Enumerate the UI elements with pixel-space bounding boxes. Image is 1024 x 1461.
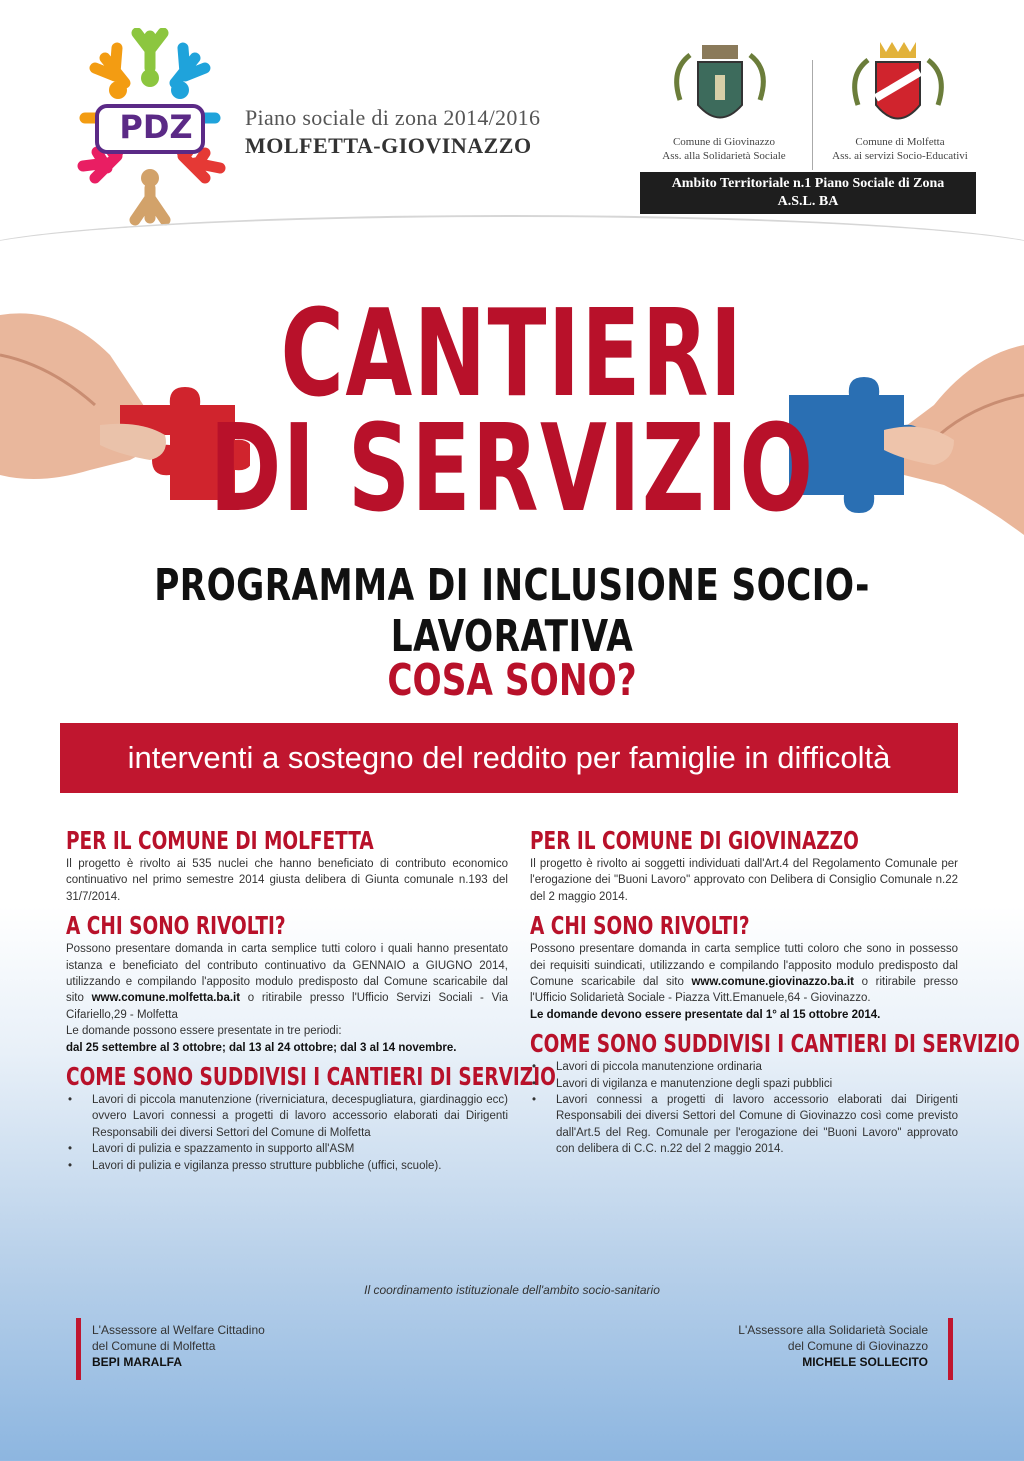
molfetta-column [66, 826, 556, 1174]
list-item: • Lavori connessi a progetti di lavoro accessorio elaborati dai Dirigenti Responsabili dei diversi Settori del Comune di Giovinazzo così come previsto dall'Art.5 del Reg. Comunale per l'erogazione dei "Buoni Lavoro" approvato con delibera di C.C. n.22 del 2 maggio 2014. [530, 1092, 958, 1158]
list-item: • Lavori di pulizia e vigilanza presso strutture pubbliche (uffici, scuole). [66, 1158, 508, 1174]
list-item: • Lavori di vigilanza e manutenzione degli spazi pubblici [530, 1076, 958, 1092]
giovinazzo-column [530, 826, 1020, 1158]
molfetta-assessor-name: BEPI MARALFA [92, 1355, 182, 1369]
giovinazzo-caption: Comune di Giovinazzo Ass. alla Solidarietà Sociale [662, 136, 786, 162]
question-heading: COSA SONO? [387, 655, 637, 706]
molfetta-signature: L'Assessore al Welfare Cittadino del Comune di Molfetta BEPI MARALFA [92, 1323, 265, 1369]
coordination-note: Il coordinamento istituzionale dell'ambito socio-sanitario [364, 1283, 660, 1297]
giovinazzo-dates: Le domande devono essere presentate dal 1° al 15 ottobre 2014. [530, 1008, 881, 1021]
molfetta-work-list [66, 1092, 508, 1174]
giovinazzo-crest-icon [660, 40, 780, 150]
left-accent-bar [76, 1318, 81, 1380]
plan-line: Piano sociale di zona 2014/2016 [245, 105, 541, 130]
list-item: • Lavori di pulizia e spazzamento in supporto all'ASM [66, 1141, 508, 1157]
main-title-line2: DI SERVIZIO [209, 400, 815, 539]
molfetta-who-text: Possono presentare domanda in carta semplice tutti coloro i quali hanno presentato istanza e beneficiato del contributo continuativo da GENNAIO a GIUGNO 2014, utilizzando e compilando l'apposito modulo predisposto dal Comune scaricabile dal sito www.comune.molfetta.ba.it o ritirabile presso l'Ufficio Servizi Sociali - Via Cifariello,29 - Molfetta Le domande possono essere presentate in tre periodi: dal 25 settembre al 3 ottobre; dal 13 al 24 ottobre; dal 3 al 14 novembre. [66, 943, 508, 1054]
giovinazzo-intro: Il progetto è rivolto ai soggetti individuati dall'Art.4 del Regolamento Comunale per l'erogazione dei "Buoni Lavoro" approvato con Delibera di Consiglio Comunale n.22 del 2 maggio 2014. [530, 858, 958, 903]
main-title-line1: CANTIERI [280, 285, 744, 424]
giovinazzo-website-link[interactable]: www.comune.giovinazzo.ba.it [691, 976, 854, 989]
molfetta-intro: Il progetto è rivolto ai 535 nuclei che hanno beneficiato di contributo economico continuativo nel primo semestre 2014 giusta delibera di Giunta comunale n.193 del 31/7/2014. [66, 858, 508, 903]
crest-divider [812, 60, 813, 170]
molfetta-division-heading: COME SONO SUDDIVISI I CANTIERI DI SERVIZIO [66, 1062, 556, 1092]
definition-banner: interventi a sostegno del reddito per famiglie in difficoltà [60, 723, 958, 793]
giovinazzo-heading: PER IL COMUNE DI GIOVINAZZO [530, 826, 859, 855]
program-subtitle: PROGRAMMA DI INCLUSIONE SOCIO-LAVORATIVA [154, 560, 870, 662]
plan-title-block [245, 105, 540, 159]
molfetta-dates: dal 25 settembre al 3 ottobre; dal 13 al 24 ottobre; dal 3 al 14 novembre. [66, 1041, 457, 1054]
right-accent-bar [948, 1318, 953, 1380]
list-item: • Lavori di piccola manutenzione ordinaria [530, 1059, 958, 1075]
giovinazzo-who-heading: A CHI SONO RIVOLTI? [530, 911, 750, 941]
giovinazzo-work-list [530, 1059, 958, 1157]
header-curve-divider [0, 215, 1024, 295]
giovinazzo-signature: L'Assessore alla Solidarietà Sociale del Comune di Giovinazzo MICHELE SOLLECITO [738, 1323, 928, 1369]
giovinazzo-who-text: Possono presentare domanda in carta semplice tutti coloro che sono in possesso dei requisiti suindicati, utilizzando e compilando l'apposito modulo predisposto dal Comune scaricabile dal sito www.comune.giovinazzo.ba.it o ritirabile presso l'Ufficio Solidarietà Sociale - Piazza Vitt.Emanuele,64 - Giovinazzo. Le domande devono essere presentate dal 1° al 15 ottobre 2014. [530, 943, 958, 1021]
logo-text: PDZ [119, 108, 193, 146]
towns-line: MOLFETTA-GIOVINAZZO [245, 133, 532, 158]
molfetta-crest-icon [838, 40, 958, 150]
list-item: • Lavori di piccola manutenzione (riverniciatura, decespugliatura, giardinaggio ecc) ovvero Lavori connessi a progetti di lavoro accessorio elaborati dai Dirigenti Responsabili dei diversi Settori del Comune di Molfetta [66, 1092, 508, 1141]
ambito-label: Ambito Territoriale n.1 Piano Sociale di Zona A.S.L. BA [640, 172, 976, 214]
molfetta-who-heading: A CHI SONO RIVOLTI? [66, 911, 286, 941]
giovinazzo-assessor-name: MICHELE SOLLECITO [802, 1355, 928, 1369]
molfetta-heading: PER IL COMUNE DI MOLFETTA [66, 826, 374, 855]
giovinazzo-division-heading: COME SONO SUDDIVISI I CANTIERI DI SERVIZIO [530, 1029, 1020, 1059]
molfetta-caption: Comune di Molfetta Ass. ai servizi Socio-Educativi [832, 136, 968, 162]
molfetta-website-link[interactable]: www.comune.molfetta.ba.it [91, 992, 241, 1005]
